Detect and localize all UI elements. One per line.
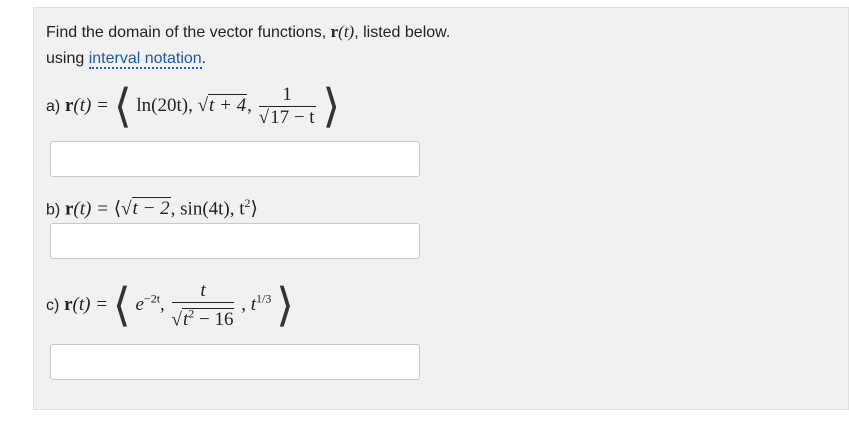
fraction: $\frac{1}{√17 - t}$ xyxy=(258,84,315,128)
interval-notation-link[interactable]: interval notation xyxy=(88,50,202,67)
answer-input-b[interactable] xyxy=(50,223,420,259)
answer-input-a[interactable] xyxy=(50,141,420,177)
left-angle-bracket: ⟨ xyxy=(112,279,131,331)
intro-line-1: Find the domain of the vector functions, r(t), listed below. xyxy=(46,22,451,41)
left-angle-bracket: ⟨ xyxy=(113,80,132,132)
right-angle-bracket: ⟩ xyxy=(322,80,341,132)
part-b-expression: b) r(t) = ⟨√t − 2, sin(4t), $t^2⟩$ xyxy=(46,196,258,220)
part-a-expression: a) r(t) = ⟨ ln(20t), √t + 4, $\frac{1}{√17 - t}$ ⟩ xyxy=(46,80,341,132)
right-angle-bracket: ⟩ xyxy=(276,279,295,331)
intro-line-2: using interval notation. xyxy=(46,50,207,67)
part-c-expression: c) r(t) = ⟨ $e^{-2t}$, $\frac{t}{√t^2 - 16}$ , $t^{1/3}$ ⟩ xyxy=(46,279,295,331)
answer-input-c[interactable] xyxy=(50,344,420,380)
fraction: $\frac{t}{√t^2 - 16}$ xyxy=(171,280,234,331)
question-intro xyxy=(46,20,450,71)
